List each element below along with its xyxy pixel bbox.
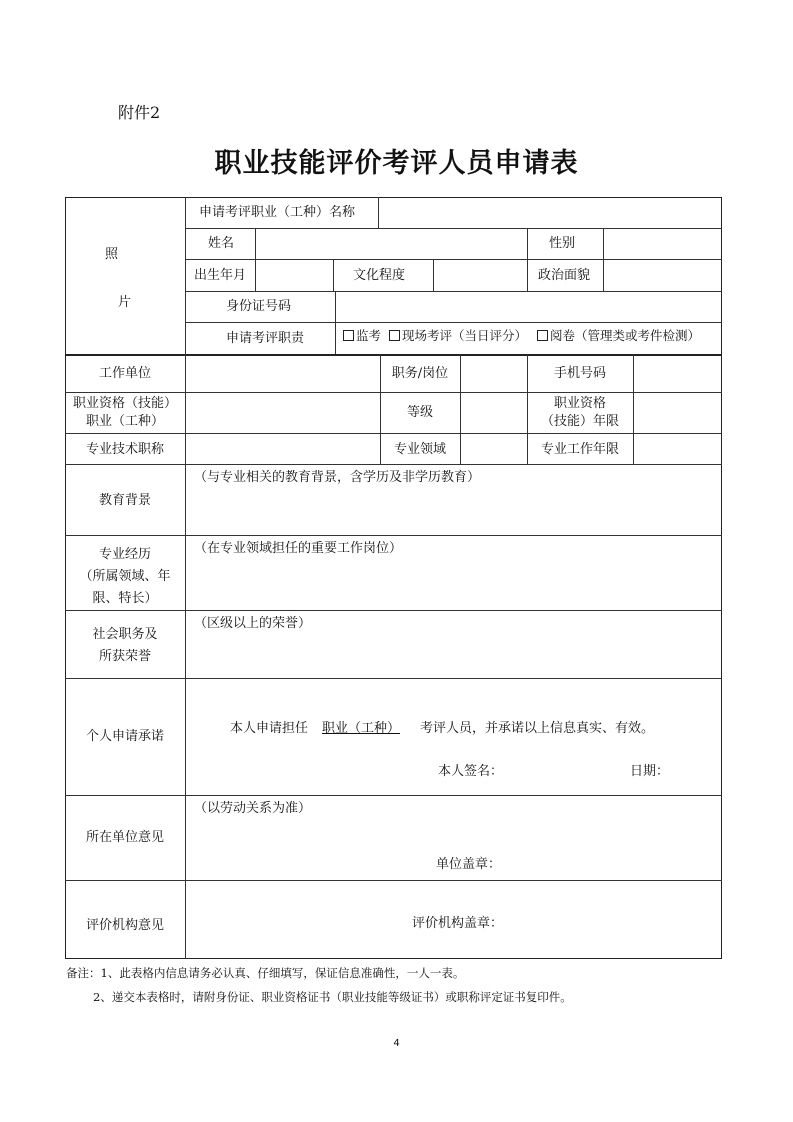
political-field[interactable] bbox=[604, 260, 722, 291]
qualification-years-label bbox=[527, 395, 633, 431]
phone-field[interactable] bbox=[634, 355, 722, 392]
field-label: 专业领域 bbox=[393, 442, 446, 457]
pledge-job-underlined: 职业（工种） bbox=[322, 721, 401, 736]
duty-checkbox-onsite[interactable] bbox=[389, 330, 400, 341]
page-title: 职业技能评价考评人员申请表 bbox=[214, 148, 579, 179]
experience-label bbox=[65, 546, 185, 608]
id-number-label: 身份证号码 bbox=[226, 299, 292, 314]
qualification-label bbox=[65, 395, 185, 431]
tech-title-field[interactable] bbox=[186, 434, 380, 464]
honor-field[interactable] bbox=[186, 611, 722, 678]
duty-checkbox-invigilate[interactable] bbox=[343, 330, 354, 341]
honor-label-line1: 社会职务及 bbox=[92, 627, 158, 642]
qualification-label-line2: 职业（工种） bbox=[85, 414, 164, 429]
unit-seal-label: 单位盖章： bbox=[436, 857, 502, 872]
date-label: 日期： bbox=[630, 764, 670, 779]
grade-field[interactable] bbox=[461, 393, 527, 433]
id-number-field[interactable] bbox=[336, 292, 722, 322]
education-background-hint: （与专业相关的教育背景，含学历及非学历教育） bbox=[194, 470, 481, 485]
duty-checkbox-grading[interactable] bbox=[537, 330, 548, 341]
field-field[interactable] bbox=[461, 434, 527, 464]
note-line-2: 2、递交本表格时，请附身份证、职业资格证书（职业技能等级证书）或职称评定证书复印件。 bbox=[93, 990, 572, 1004]
education-background-field[interactable] bbox=[186, 465, 722, 535]
qualification-label-line1: 职业资格（技能） bbox=[72, 396, 177, 411]
name-label: 姓名 bbox=[208, 236, 235, 251]
apply-job-name-label: 申请考评职业（工种）名称 bbox=[199, 205, 356, 220]
page-number: 4 bbox=[393, 1038, 400, 1049]
qualification-years-line2: （技能）年限 bbox=[540, 414, 619, 429]
unit-opinion-label: 所在单位意见 bbox=[85, 830, 164, 845]
org-seal-label: 评价机构盖章： bbox=[412, 916, 504, 931]
experience-hint: （在专业领域担任的重要工作岗位） bbox=[194, 541, 403, 556]
work-years-field[interactable] bbox=[634, 434, 722, 464]
qualification-field[interactable] bbox=[186, 393, 380, 433]
apply-job-name-field[interactable] bbox=[378, 198, 722, 228]
position-label: 职务/岗位 bbox=[391, 366, 449, 381]
honor-label bbox=[65, 626, 185, 666]
unit-opinion-hint: （以劳动关系为准） bbox=[194, 801, 312, 816]
duty-option-invigilate: 监考 bbox=[356, 328, 382, 343]
birth-label: 出生年月 bbox=[194, 268, 247, 283]
experience-label-line3: 限、特长） bbox=[92, 591, 158, 606]
political-label: 政治面貌 bbox=[538, 268, 591, 283]
duty-label: 申请考评职责 bbox=[226, 331, 305, 346]
work-unit-label: 工作单位 bbox=[98, 366, 151, 381]
phone-label: 手机号码 bbox=[553, 366, 606, 381]
photo-label-top: 照 bbox=[105, 247, 119, 262]
pledge-suffix: 考评人员，并承诺以上信息真实、有效。 bbox=[420, 721, 655, 736]
education-level-label: 文化程度 bbox=[353, 268, 406, 283]
signature-label: 本人签名： bbox=[438, 764, 504, 779]
org-opinion-label: 评价机构意见 bbox=[85, 918, 164, 933]
honor-label-line2: 所获荣誉 bbox=[98, 649, 151, 664]
education-background-label: 教育背景 bbox=[98, 493, 151, 508]
pledge-prefix: 本人申请担任 bbox=[230, 721, 309, 736]
work-unit-field[interactable] bbox=[186, 355, 380, 392]
pledge-statement bbox=[230, 720, 654, 738]
position-field[interactable] bbox=[461, 355, 527, 392]
photo-label-bottom: 片 bbox=[118, 295, 132, 310]
work-years-label: 专业工作年限 bbox=[540, 442, 619, 457]
qualification-years-line1: 职业资格 bbox=[553, 396, 606, 411]
duty-option-onsite: 现场考评（当日评分） bbox=[402, 328, 528, 343]
gender-label: 性别 bbox=[549, 236, 576, 251]
gender-field[interactable] bbox=[604, 229, 722, 259]
signature-field[interactable] bbox=[505, 758, 595, 784]
duty-option-grading: 阅卷（管理类或考件检测） bbox=[550, 328, 701, 343]
honor-hint: （区级以上的荣誉） bbox=[194, 616, 312, 631]
grade-label: 等级 bbox=[406, 405, 433, 420]
qualification-years-field[interactable] bbox=[634, 393, 722, 433]
note-line-1: 备注：1、此表格内信息请务必认真、仔细填写，保证信息准确性，一人一表。 bbox=[66, 966, 465, 980]
attachment-label: 附件2 bbox=[118, 103, 161, 122]
education-level-field[interactable] bbox=[434, 260, 527, 291]
name-field[interactable] bbox=[256, 229, 527, 259]
experience-field[interactable] bbox=[186, 536, 722, 610]
experience-label-line1: 专业经历 bbox=[98, 547, 151, 562]
birth-field[interactable] bbox=[256, 260, 333, 291]
tech-title-label: 专业技术职称 bbox=[85, 442, 164, 457]
pledge-label: 个人申请承诺 bbox=[85, 729, 164, 744]
experience-label-line2: （所属领域、年 bbox=[79, 569, 171, 584]
duty-options bbox=[343, 327, 700, 345]
